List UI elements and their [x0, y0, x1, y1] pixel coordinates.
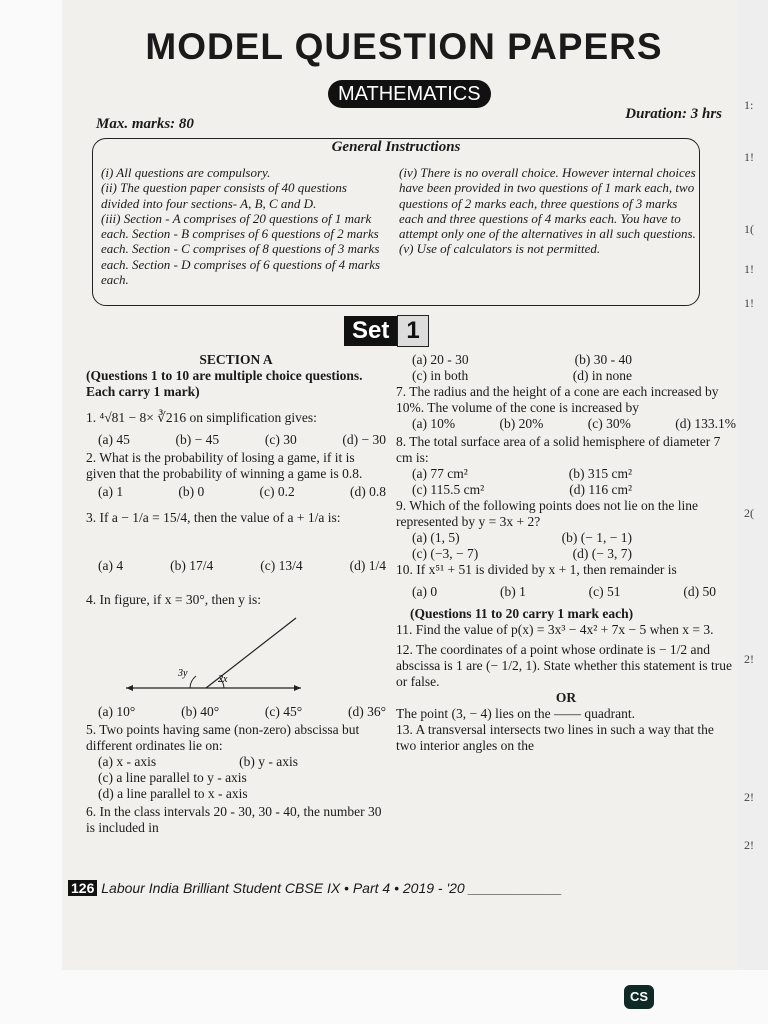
q2-options — [98, 484, 386, 500]
option: (a) 1 — [98, 484, 124, 499]
question-13: 13. A transversal intersects two lines in such a way that the two interior angles on the — [396, 722, 714, 753]
instruction-item: (iv) There is no overall choice. However internal choices have been provided in two questions of 1 mark each, two questions of 2 marks each, three questions of 3 marks each and three questions of 4 marks each. You have to attempt only one of the alternatives in all such questions. — [399, 165, 696, 242]
option: (a) x - axis — [98, 754, 157, 769]
set-badge — [344, 315, 429, 345]
option: (c) 45° — [264, 704, 303, 719]
question-12-or: The point (3, − 4) lies on the —— quadrant. — [396, 706, 635, 721]
duration: Duration: 3 hrs — [625, 106, 722, 122]
q6-options — [412, 352, 736, 384]
question-7: 7. The radius and the height of a cone are each increased by 10%. The volume of the cone is increased by — [396, 384, 719, 415]
option: (b) − 45 — [175, 432, 220, 447]
option: (b) 1 — [499, 584, 526, 599]
option: (a) (1, 5) — [412, 530, 460, 545]
option: (a) 77 cm² — [412, 466, 468, 481]
option: (c) 13/4 — [260, 558, 303, 573]
question-10: 10. If x⁵¹ + 51 is divided by x + 1, then remainder is — [396, 562, 677, 577]
edge-mark: 1! — [744, 262, 754, 276]
subject-badge: MATHEMATICS — [328, 80, 491, 108]
option: (d) 50 — [683, 584, 716, 599]
option: (b) 315 cm² — [568, 466, 632, 481]
option: (d) 36° — [347, 704, 386, 719]
q4-options — [98, 704, 386, 720]
set-label: Set — [344, 316, 397, 346]
option: (a) 10% — [412, 416, 456, 431]
option: (c) in both — [412, 368, 469, 383]
max-marks: Max. marks: 80 — [96, 116, 194, 132]
q4-figure — [86, 608, 386, 704]
option: (b) y - axis — [239, 754, 298, 769]
option: (c) 0.2 — [259, 484, 295, 499]
q8-options — [412, 466, 736, 498]
option: (a) 20 - 30 — [412, 352, 469, 367]
option: (b) 0 — [178, 484, 205, 499]
question-2: 2. What is the probability of losing a game, if it is given that the probability of winning a game is 0.8. — [86, 450, 363, 481]
camscanner-logo: CS — [624, 985, 654, 1009]
angle-label-3y: 3y — [178, 668, 188, 679]
option: (c) 30 — [264, 432, 297, 447]
edge-mark: 2( — [744, 506, 754, 520]
instructions-left — [101, 165, 381, 287]
option: (b) 40° — [181, 704, 220, 719]
or-separator: OR — [555, 690, 577, 705]
question-4: 4. In figure, if x = 30°, then y is: — [86, 592, 261, 607]
question-3: 3. If a − 1/a = 15/4, then the value of a + 1/a is: — [86, 510, 341, 525]
option: (b) 30 - 40 — [574, 352, 632, 367]
option: (d) 133.1% — [675, 416, 736, 431]
edge-mark: 1! — [744, 150, 754, 164]
edge-mark: 1! — [744, 296, 754, 310]
set-number: 1 — [397, 315, 428, 347]
instruction-item: (i) All questions are compulsory. — [101, 165, 271, 180]
option: (d) a line parallel to x - axis — [98, 786, 248, 801]
instructions-right — [399, 165, 699, 257]
adjacent-page-edge — [738, 0, 768, 970]
option: (d) 1/4 — [349, 558, 386, 573]
instructions-title: General Instructions — [331, 139, 461, 155]
option: (b) (− 1, − 1) — [561, 530, 632, 545]
option: (b) 17/4 — [170, 558, 214, 573]
section-intro: (Questions 1 to 10 are multiple choice questions. Each carry 1 mark) — [86, 368, 363, 399]
general-instructions-box — [92, 138, 700, 306]
option: (d) (− 3, 7) — [572, 546, 632, 561]
question-9: 9. Which of the following points does not lie on the line represented by y = 3x + 2? — [396, 498, 698, 529]
question-1: 1. ⁴√81 − 8× ∛216 on simplification gives: — [86, 410, 317, 425]
option: (c) 30% — [587, 416, 631, 431]
option: (a) 10° — [98, 704, 136, 719]
page-footer — [68, 880, 562, 902]
option: (d) 0.8 — [349, 484, 386, 499]
question-6: 6. In the class intervals 20 - 30, 30 - 40, the number 30 is included in — [86, 804, 382, 835]
edge-mark: 2! — [744, 838, 754, 852]
section-heading: SECTION A — [199, 352, 273, 367]
left-column — [86, 352, 386, 836]
option: (c) 115.5 cm² — [412, 482, 485, 497]
option: (a) 0 — [412, 584, 438, 599]
option: (c) (−3, − 7) — [412, 546, 479, 561]
right-column — [396, 352, 736, 754]
q5-options — [98, 754, 386, 802]
question-5: 5. Two points having same (non-zero) abscissa but different ordinates lie on: — [86, 722, 360, 753]
option: (d) 116 cm² — [569, 482, 632, 497]
edge-mark: 2! — [744, 790, 754, 804]
question-8: 8. The total surface area of a solid hemisphere of diameter 7 cm is: — [396, 434, 721, 465]
edge-mark: 2! — [744, 652, 754, 666]
q9-options — [412, 530, 736, 562]
option: (c) 51 — [588, 584, 621, 599]
question-12: 12. The coordinates of a point whose ordinate is − 1/2 and abscissa is 1 are (− 1/2, 1). State whether this statement is true or false. — [396, 642, 733, 689]
edge-mark: 1( — [744, 222, 754, 236]
option: (a) 45 — [98, 432, 130, 447]
instruction-item: (ii) The question paper consists of 40 questions divided into four sections- A, B, C and D. — [101, 180, 347, 211]
option: (a) 4 — [98, 558, 124, 573]
q7-options — [412, 416, 736, 432]
option: (d) − 30 — [342, 432, 386, 447]
instruction-item: (v) Use of calculators is not permitted. — [399, 241, 601, 257]
page-sheet — [62, 0, 740, 970]
edge-mark: 1: — [744, 98, 754, 112]
question-11: 11. Find the value of p(x) = 3x³ − 4x² + 7x − 5 when x = 3. — [396, 622, 714, 637]
page-number: 126 — [68, 880, 97, 896]
option: (c) a line parallel to y - axis — [98, 770, 247, 785]
instruction-item: (iii) Section - A comprises of 20 questions of 1 mark each. Section - B comprises of 6 questions of 2 marks each. Section - C comprises of 8 questions of 3 marks each. Section - D comprises of 6 questions of 4 marks each. — [101, 210, 381, 288]
page-title: MODEL QUESTION PAPERS — [145, 26, 663, 67]
q3-options — [98, 558, 386, 574]
section-intro-2: (Questions 11 to 20 carry 1 mark each) — [410, 606, 634, 621]
q10-options — [412, 584, 716, 600]
option: (b) 20% — [499, 416, 544, 431]
angle-label-2x: 2x — [218, 674, 228, 685]
option: (d) in none — [572, 368, 632, 383]
footer-text: Labour India Brilliant Student CBSE IX • Part 4 • 2019 - '20 ____________ — [101, 880, 563, 896]
angle-figure — [126, 608, 306, 704]
q1-options — [98, 432, 386, 448]
